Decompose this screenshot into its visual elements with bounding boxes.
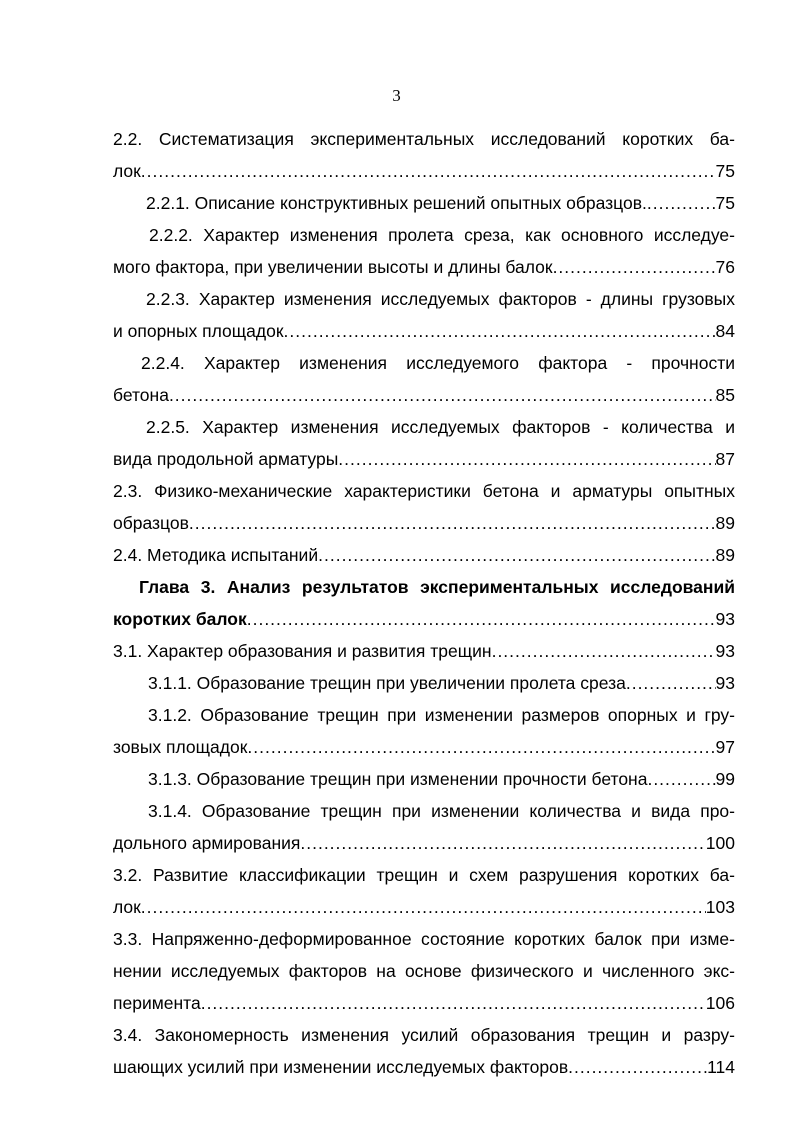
toc-entry-text: зовых площадок (113, 737, 248, 757)
toc-line (113, 603, 735, 635)
toc-entry-3-1-3[interactable] (113, 763, 735, 795)
toc-line (113, 795, 735, 827)
toc-page-number: 76 (715, 257, 735, 277)
dot-leader (300, 827, 705, 859)
toc-entry-text: 2.2.1. Описание конструктивных решений опытных образцов. (146, 193, 647, 213)
toc-entry-3-1-1[interactable] (113, 667, 735, 699)
toc-line (113, 891, 735, 923)
toc-line (113, 155, 735, 187)
toc-page-number: 85 (715, 385, 735, 405)
toc-line (113, 507, 735, 539)
toc-page-number: 103 (705, 897, 735, 917)
toc-entry-text: Глава 3. Анализ результатов экспериментальных исследований (139, 577, 735, 597)
toc-line (113, 827, 735, 859)
toc-page-number: 93 (715, 673, 735, 693)
toc-line (113, 315, 735, 347)
toc-line (148, 763, 735, 795)
toc-page-number: 93 (715, 641, 735, 661)
toc-page-number: 87 (715, 449, 735, 469)
toc-entry-text: образцов (113, 513, 189, 533)
toc-line (146, 187, 735, 219)
toc-line (113, 955, 735, 987)
toc-entry-2-2-5[interactable] (113, 411, 735, 475)
toc-entry-2-2-3[interactable] (113, 283, 735, 347)
toc-line (113, 699, 735, 731)
toc-line (113, 475, 735, 507)
toc-entry-text: перимента (113, 993, 201, 1013)
toc-entry-3-3[interactable] (113, 923, 735, 1019)
toc-line (113, 987, 735, 1019)
toc-entry-text: 3.3. Напряженно-деформированное состояние коротких балок при изме- (113, 929, 735, 949)
toc-entry-text: нении исследуемых факторов на основе физического и численного экс- (113, 961, 735, 981)
toc-entry-text: лок (113, 161, 141, 181)
toc-entry-2-2-1[interactable] (113, 187, 735, 219)
toc-page-number: 89 (715, 545, 735, 565)
toc-entry-text: 2.2.2. Характер изменения пролета среза, как основного исследуе- (149, 225, 735, 245)
toc-line (113, 635, 735, 667)
toc-entry-2-3[interactable] (113, 475, 735, 539)
toc-line (113, 731, 735, 763)
dot-leader (338, 443, 715, 475)
toc-entry-3-2[interactable] (113, 859, 735, 923)
toc-entry-text: 3.1.1. Образование трещин при увеличении пролета среза (148, 673, 626, 693)
toc-entry-text: 2.2.5. Характер изменения исследуемых факторов - количества и (146, 417, 735, 437)
toc-line (113, 219, 735, 251)
toc-entry-3-4[interactable] (113, 1019, 735, 1083)
toc-line (113, 1051, 735, 1083)
toc-page-number: 93 (715, 609, 735, 629)
toc-entry-text: 3.1.3. Образование трещин при изменении прочности бетона (148, 769, 648, 789)
toc-line (148, 667, 735, 699)
dot-leader (647, 187, 716, 219)
toc-page-number: 114 (707, 1057, 735, 1077)
toc-entry-text: и опорных площадок (113, 321, 284, 341)
dot-leader (568, 1051, 707, 1083)
toc-entry-3-1[interactable] (113, 635, 735, 667)
toc-entry-text: лок (113, 897, 141, 917)
toc-entry-text: 3.1.2. Образование трещин при изменении размеров опорных и гру- (148, 705, 735, 725)
toc-line (113, 1019, 735, 1051)
toc-entry-text: 2.2.3. Характер изменения исследуемых факторов - длины грузовых (146, 289, 735, 309)
page-number: 3 (392, 86, 401, 105)
toc-entry-text: коротких балок (113, 609, 247, 629)
dot-leader (247, 731, 715, 763)
toc-entry-2-2-2[interactable] (113, 219, 735, 283)
toc-page-number: 99 (715, 769, 735, 789)
toc-entry-text: 2.4. Методика испытаний (113, 545, 319, 565)
dot-leader (492, 635, 716, 667)
toc-page-number: 89 (715, 513, 735, 533)
toc-line (113, 123, 735, 155)
table-of-contents (113, 123, 735, 1083)
toc-line (113, 283, 735, 315)
dot-leader (169, 379, 716, 411)
toc-line (113, 539, 735, 571)
toc-page-number: 106 (705, 993, 735, 1013)
toc-entry-text: бетона (113, 385, 169, 405)
dot-leader (141, 155, 716, 187)
toc-entry-text: 3.1. Характер образования и развития трещин (113, 641, 492, 661)
dot-leader (189, 507, 716, 539)
dot-leader (318, 539, 715, 571)
dot-leader (626, 667, 716, 699)
toc-entry-text: 2.2.4. Характер изменения исследуемого фактора - прочности (141, 353, 735, 373)
toc-page-number: 100 (705, 833, 735, 853)
dot-leader (284, 315, 716, 347)
toc-entry-3-1-2[interactable] (113, 699, 735, 763)
toc-entry-3-1-4[interactable] (113, 795, 735, 859)
toc-entry-text: 3.4. Закономерность изменения усилий образования трещин и разру- (113, 1025, 735, 1045)
toc-entry-text: мого фактора, при увеличении высоты и длины балок (113, 257, 553, 277)
toc-page-number: 97 (715, 737, 735, 757)
toc-entry-text: шающих усилий при изменении исследуемых факторов (113, 1057, 569, 1077)
toc-line (113, 443, 735, 475)
dot-leader (141, 891, 706, 923)
toc-line (113, 411, 735, 443)
toc-entry-chapter-3[interactable] (113, 571, 735, 635)
toc-entry-text: вида продольной арматуры (113, 449, 339, 469)
toc-entry-2-2[interactable] (113, 123, 735, 187)
dot-leader (647, 763, 715, 795)
toc-entry-2-2-4[interactable] (113, 347, 735, 411)
toc-line (113, 923, 735, 955)
toc-entry-2-4[interactable] (113, 539, 735, 571)
dot-leader (201, 987, 706, 1019)
toc-line (113, 347, 735, 379)
toc-page-number: 75 (715, 161, 735, 181)
toc-entry-text: 3.2. Развитие классификации трещин и схем разрушения коротких ба- (113, 865, 735, 885)
toc-line (113, 571, 735, 603)
toc-entry-text: 3.1.4. Образование трещин при изменении количества и вида про- (148, 801, 735, 821)
dot-leader (553, 251, 716, 283)
toc-line (113, 251, 735, 283)
toc-line (113, 379, 735, 411)
toc-entry-text: 2.2. Систематизация экспериментальных исследований коротких ба- (113, 129, 735, 149)
toc-line (113, 859, 735, 891)
toc-page-number: 75 (715, 193, 735, 213)
toc-entry-text: дольного армирования (113, 833, 301, 853)
toc-entry-text: 2.3. Физико-механические характеристики бетона и арматуры опытных (113, 481, 735, 501)
toc-page-number: 84 (715, 321, 735, 341)
dot-leader (247, 603, 716, 635)
